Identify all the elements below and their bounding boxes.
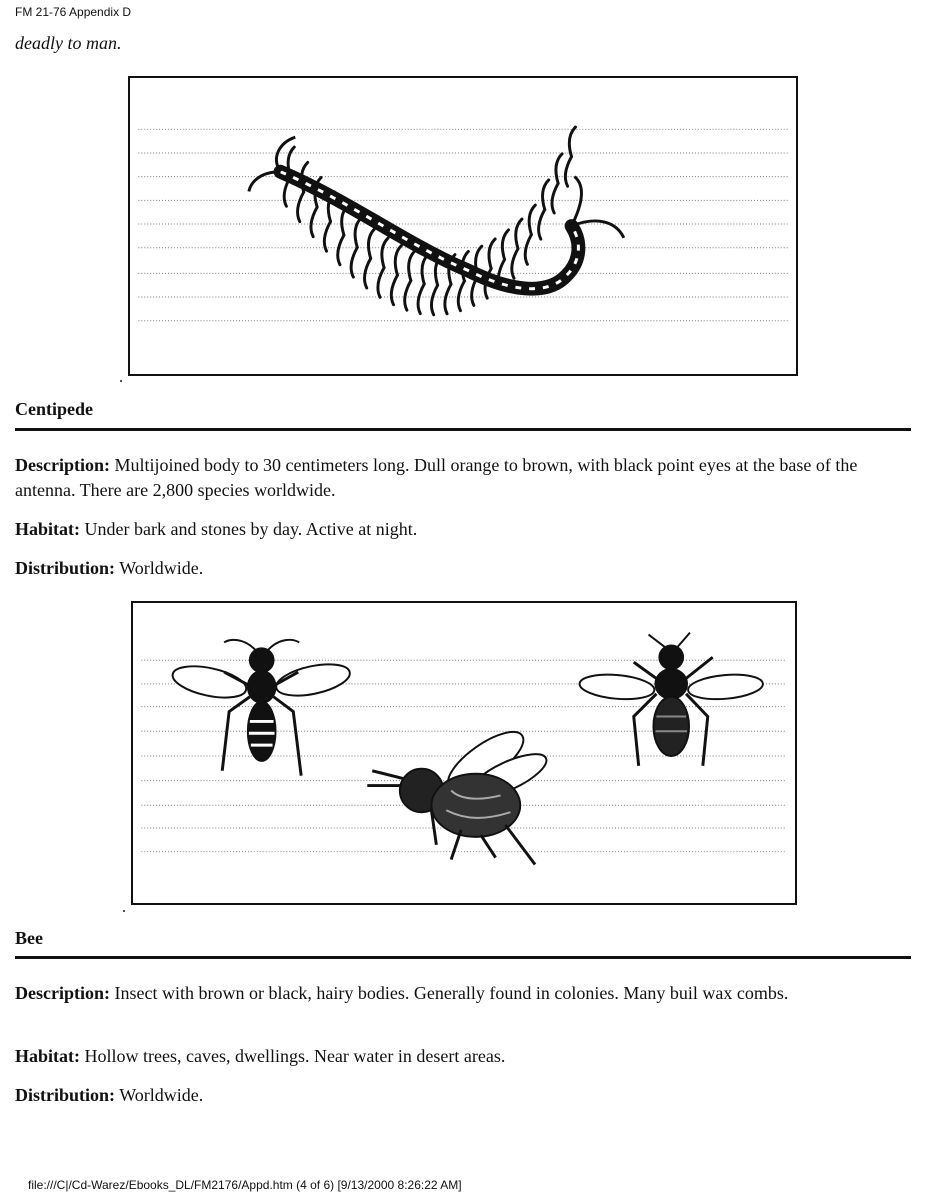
centipede-leg (458, 281, 464, 311)
centipede-figure (128, 76, 798, 376)
bumblebee-drawing (367, 722, 552, 865)
scan-speck (123, 910, 125, 912)
distribution-text: Worldwide. (115, 1085, 204, 1105)
entry-title-bee: Bee (15, 928, 43, 948)
bee-habitat (15, 1044, 911, 1069)
title-rule (15, 428, 911, 431)
centipede-leg (543, 180, 549, 210)
centipede-leg (569, 127, 575, 157)
centipede-leg (489, 239, 495, 269)
centipede-illustration (130, 78, 796, 374)
habitat-text: Hollow trees, caves, dwellings. Near water in desert areas. (80, 1046, 506, 1066)
centipede-leg (565, 157, 571, 187)
centipede-leg (378, 268, 384, 298)
habitat-text: Under bark and stones by day. Active at night. (80, 519, 418, 539)
description-label: Description: (15, 983, 110, 1003)
centipede-leg (405, 281, 411, 311)
title-rule (15, 956, 911, 959)
centipede-leg (409, 251, 415, 281)
description-label: Description: (15, 455, 110, 475)
scan-speck (120, 380, 122, 382)
description-text: Insect with brown or black, hairy bodies. Generally found in colonies. Many buil wax combs. (109, 983, 789, 1003)
bee-illustration (133, 603, 795, 903)
distribution-text: Worldwide. (115, 558, 204, 578)
centipede-leg (382, 238, 388, 268)
centipede-leg (552, 183, 558, 213)
habitat-label: Habitat: (15, 1046, 80, 1066)
centipede-leg (368, 229, 374, 259)
centipede-leg (418, 284, 424, 314)
centipede-leg (556, 154, 562, 184)
centipede-description (15, 453, 911, 503)
bee-figure (131, 601, 797, 905)
habitat-label: Habitat: (15, 519, 80, 539)
centipede-antenna (572, 177, 582, 226)
centipede-leg (324, 222, 330, 252)
centipede-leg (445, 284, 451, 314)
centipede-leg (338, 235, 344, 265)
centipede-leg (391, 275, 397, 305)
centipede-leg (351, 247, 357, 277)
centipede-distribution (15, 556, 911, 581)
honeybee-drawing (579, 633, 764, 766)
centipede-leg (502, 230, 508, 260)
centipede-leg (395, 246, 401, 276)
description-text: Multijoined body to 30 centimeters long. Dull orange to brown, with black point eyes at the base of the antenna. There are 2,800 species worldwide. (15, 455, 858, 500)
centipede-leg (516, 219, 522, 249)
page-footer: file:///C|/Cd-Warez/Ebooks_DL/FM2176/Appd.htm (4 of 6) [9/13/2000 8:26:22 AM] (28, 1178, 462, 1192)
centipede-leg (529, 205, 535, 235)
page-header: FM 21-76 Appendix D (15, 5, 132, 19)
entry-title-centipede: Centipede (15, 399, 93, 419)
centipede-leg (422, 254, 428, 284)
centipede-leg (311, 207, 317, 237)
intro-text: deadly to man. (15, 33, 122, 53)
distribution-label: Distribution: (15, 558, 116, 578)
centipede-leg (298, 192, 304, 222)
centipede-habitat (15, 517, 911, 542)
centipede-leg (355, 218, 361, 248)
bee-description (15, 981, 911, 1006)
distribution-label: Distribution: (15, 1085, 116, 1105)
centipede-leg (525, 235, 531, 265)
centipede-leg (431, 285, 437, 315)
bee-distribution (15, 1083, 911, 1108)
